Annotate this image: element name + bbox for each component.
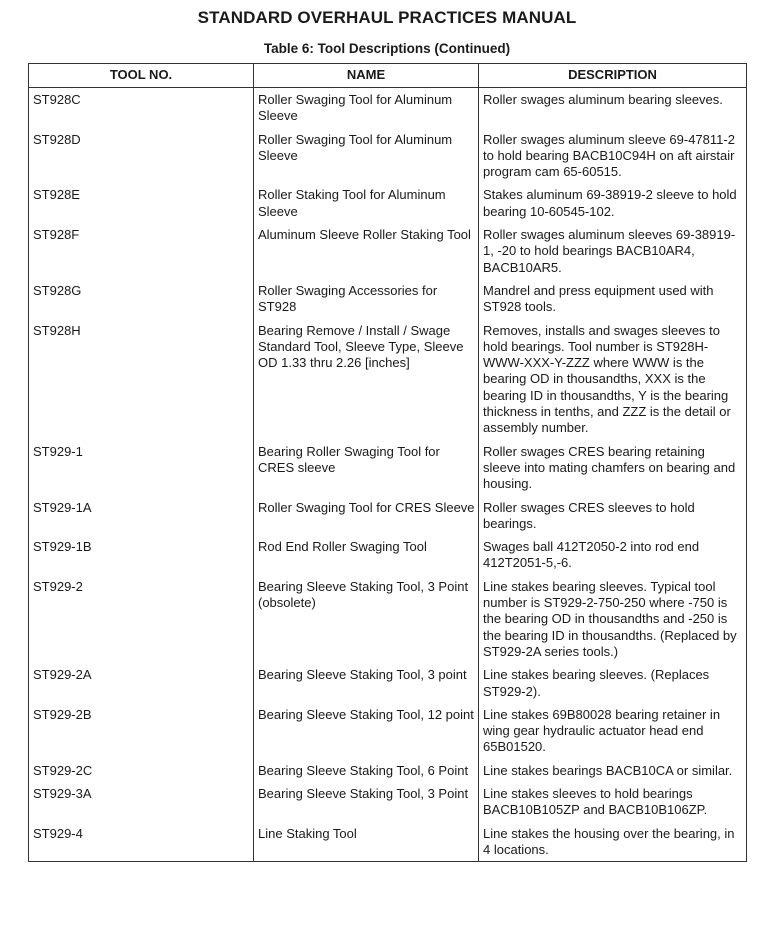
tool-name-cell: Bearing Sleeve Staking Tool, 3 point bbox=[254, 663, 479, 703]
table-row bbox=[29, 782, 747, 822]
tool-description-cell: Line stakes bearing sleeves. (Replaces ST929-2). bbox=[479, 663, 747, 703]
tool-description-cell: Removes, installs and swages sleeves to hold bearings. Tool number is ST928H-WWW-XXX-Y-ZZZ where WWW is the bearing OD in thousandths, XXX is the bearing ID in thousandths, Y is the bearing thickness in tenths, and ZZZ is the detail or assembly number. bbox=[479, 319, 747, 440]
tool-name-cell: Bearing Sleeve Staking Tool, 6 Point bbox=[254, 759, 479, 782]
table-body bbox=[29, 88, 747, 862]
tool-descriptions-table bbox=[28, 63, 747, 862]
tool-description-cell: Roller swages aluminum sleeves 69-38919-1, -20 to hold bearings BACB10AR4, BACB10AR5. bbox=[479, 223, 747, 279]
tool-description-cell: Line stakes bearing sleeves. Typical tool number is ST929-2-750-250 where -750 is the bearing OD in thousandths and -250 is the bearing ID in thousandths. (Replaced by ST929-2A series tools.) bbox=[479, 575, 747, 663]
table-row bbox=[29, 440, 747, 496]
tool-number-cell: ST929-2 bbox=[29, 575, 254, 663]
tool-number-cell: ST929-1 bbox=[29, 440, 254, 496]
tool-name-cell: Bearing Remove / Install / Swage Standard Tool, Sleeve Type, Sleeve OD 1.33 thru 2.26 [inches] bbox=[254, 319, 479, 440]
tool-description-cell: Line stakes the housing over the bearing, in 4 locations. bbox=[479, 822, 747, 862]
tool-description-cell: Line stakes 69B80028 bearing retainer in wing gear hydraulic actuator head end 65B01520. bbox=[479, 703, 747, 759]
tool-name-cell: Bearing Sleeve Staking Tool, 12 point bbox=[254, 703, 479, 759]
column-header-name: NAME bbox=[254, 64, 479, 88]
table-row bbox=[29, 319, 747, 440]
table-row bbox=[29, 496, 747, 536]
tool-name-cell: Rod End Roller Swaging Tool bbox=[254, 535, 479, 575]
table-row bbox=[29, 279, 747, 319]
tool-number-cell: ST928E bbox=[29, 183, 254, 223]
tool-name-cell: Aluminum Sleeve Roller Staking Tool bbox=[254, 223, 479, 279]
document-title: STANDARD OVERHAUL PRACTICES MANUAL bbox=[197, 8, 577, 27]
tool-name-cell: Line Staking Tool bbox=[254, 822, 479, 862]
header-row bbox=[29, 64, 747, 88]
tool-description-cell: Stakes aluminum 69-38919-2 sleeve to hold bearing 10-60545-102. bbox=[479, 183, 747, 223]
tool-number-cell: ST929-1A bbox=[29, 496, 254, 536]
tool-name-cell: Bearing Sleeve Staking Tool, 3 Point (obsolete) bbox=[254, 575, 479, 663]
tool-name-cell: Bearing Roller Swaging Tool for CRES sleeve bbox=[254, 440, 479, 496]
tool-description-cell: Mandrel and press equipment used with ST928 tools. bbox=[479, 279, 747, 319]
tool-description-cell: Line stakes bearings BACB10CA or similar. bbox=[479, 759, 747, 782]
tool-name-cell: Roller Staking Tool for Aluminum Sleeve bbox=[254, 183, 479, 223]
tool-number-cell: ST929-2A bbox=[29, 663, 254, 703]
table-row bbox=[29, 88, 747, 128]
tool-name-cell: Bearing Sleeve Staking Tool, 3 Point bbox=[254, 782, 479, 822]
table-row bbox=[29, 183, 747, 223]
tool-description-cell: Roller swages CRES sleeves to hold bearings. bbox=[479, 496, 747, 536]
tool-number-cell: ST928H bbox=[29, 319, 254, 440]
table-row bbox=[29, 663, 747, 703]
tool-number-cell: ST928D bbox=[29, 128, 254, 184]
table-row bbox=[29, 128, 747, 184]
column-header-tool-no: TOOL NO. bbox=[29, 64, 254, 88]
table-row bbox=[29, 535, 747, 575]
table-header bbox=[29, 64, 747, 88]
tool-number-cell: ST928C bbox=[29, 88, 254, 128]
tool-number-cell: ST929-3A bbox=[29, 782, 254, 822]
tool-name-cell: Roller Swaging Tool for CRES Sleeve bbox=[254, 496, 479, 536]
tool-number-cell: ST929-1B bbox=[29, 535, 254, 575]
tool-description-cell: Roller swages aluminum bearing sleeves. bbox=[479, 88, 747, 128]
tool-description-cell: Roller swages aluminum sleeve 69-47811-2 to hold bearing BACB10C94H on aft airstair program cam 65-60515. bbox=[479, 128, 747, 184]
tool-name-cell: Roller Swaging Tool for Aluminum Sleeve bbox=[254, 128, 479, 184]
tool-description-cell: Line stakes sleeves to hold bearings BACB10B105ZP and BACB10B106ZP. bbox=[479, 782, 747, 822]
table-caption: Table 6: Tool Descriptions (Continued) bbox=[263, 41, 511, 56]
tool-number-cell: ST928G bbox=[29, 279, 254, 319]
tool-name-cell: Roller Swaging Accessories for ST928 bbox=[254, 279, 479, 319]
column-header-description: DESCRIPTION bbox=[479, 64, 747, 88]
tool-number-cell: ST928F bbox=[29, 223, 254, 279]
table-row bbox=[29, 703, 747, 759]
table-row bbox=[29, 575, 747, 663]
tool-number-cell: ST929-4 bbox=[29, 822, 254, 862]
tool-number-cell: ST929-2C bbox=[29, 759, 254, 782]
tool-name-cell: Roller Swaging Tool for Aluminum Sleeve bbox=[254, 88, 479, 128]
tool-number-cell: ST929-2B bbox=[29, 703, 254, 759]
tool-description-cell: Roller swages CRES bearing retaining sleeve into mating chamfers on bearing and housing. bbox=[479, 440, 747, 496]
tool-description-cell: Swages ball 412T2050-2 into rod end 412T2051-5,-6. bbox=[479, 535, 747, 575]
table-row bbox=[29, 759, 747, 782]
table-row bbox=[29, 822, 747, 862]
table-row bbox=[29, 223, 747, 279]
